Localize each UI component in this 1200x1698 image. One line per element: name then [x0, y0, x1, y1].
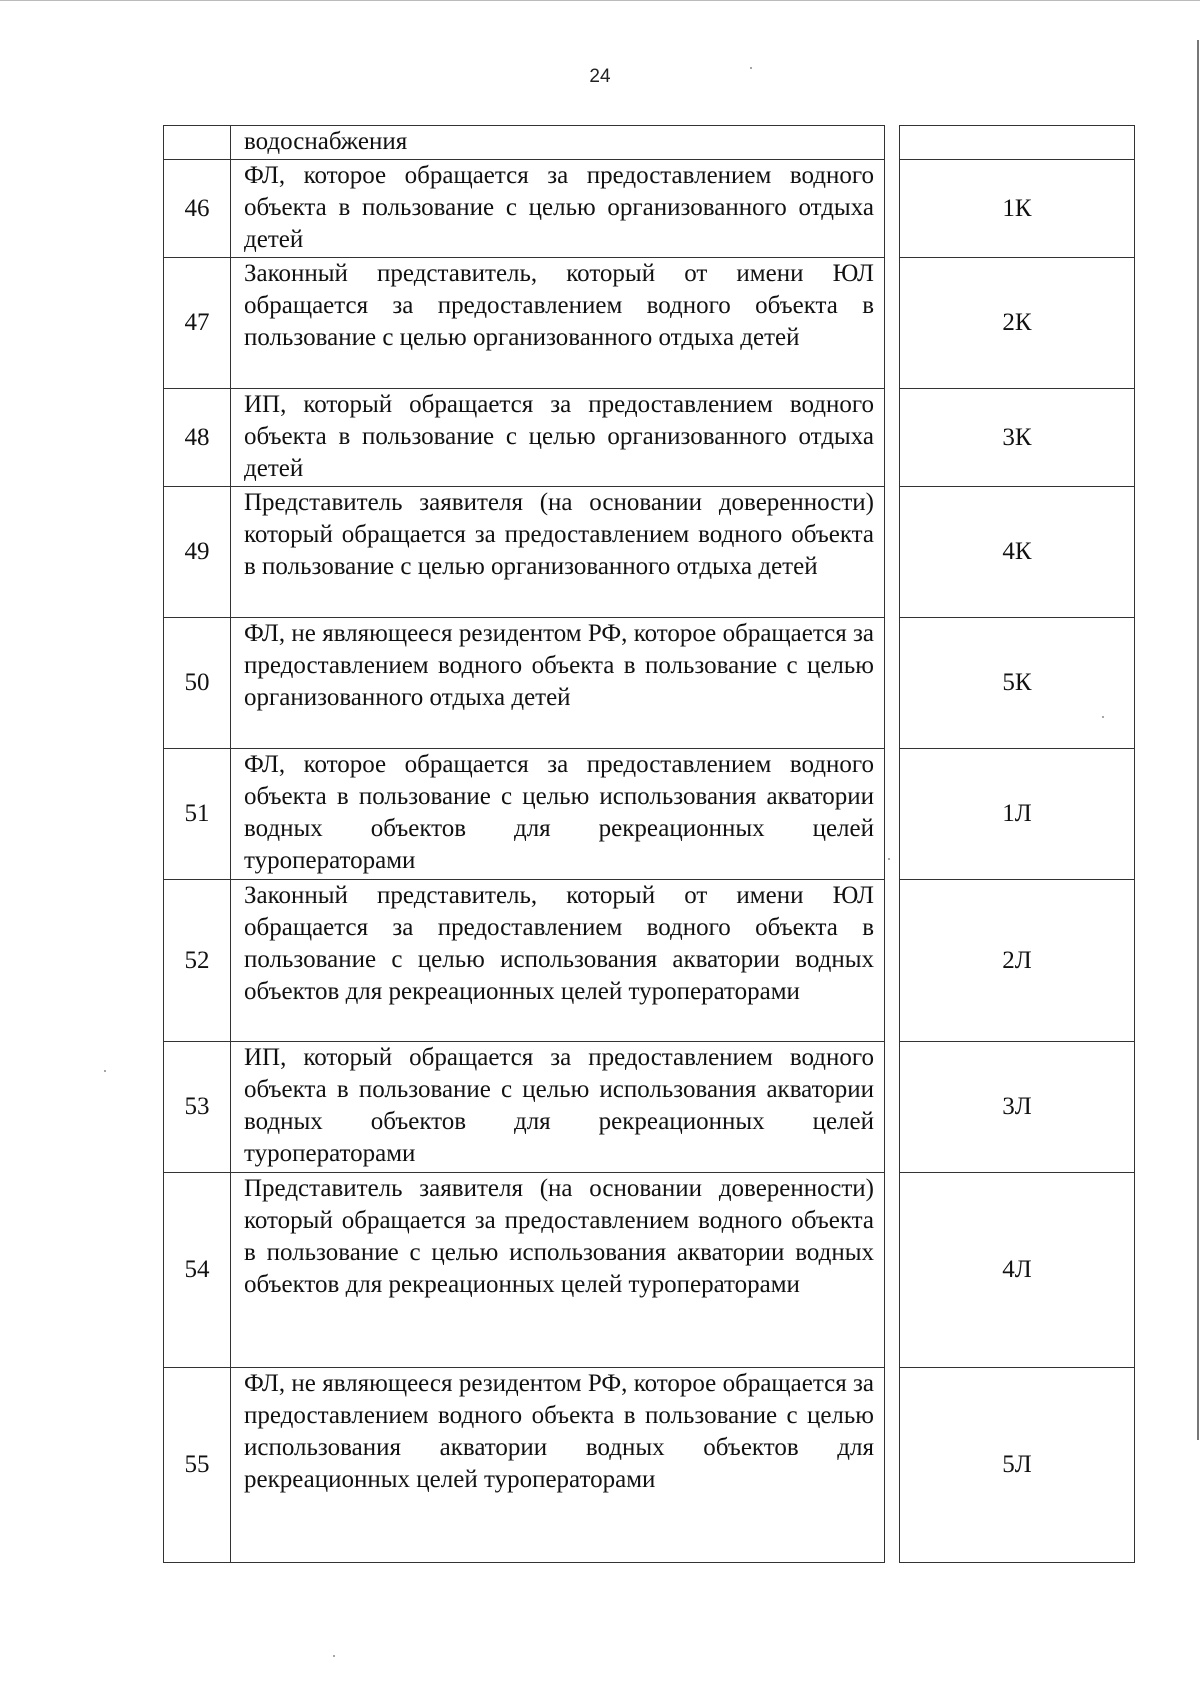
- row-code: 1Л: [900, 749, 1135, 880]
- row-description: [231, 487, 885, 618]
- column-gap: [885, 487, 900, 618]
- row-number: 51: [164, 749, 231, 880]
- table-row: [164, 1173, 1135, 1368]
- row-number: 50: [164, 618, 231, 749]
- row-code: 4Л: [900, 1173, 1135, 1368]
- column-gap: [885, 160, 900, 258]
- table-row: [164, 389, 1135, 487]
- scan-speck: [104, 1070, 106, 1072]
- column-gap: [885, 618, 900, 749]
- row-description-text: Законный представитель, который от имени ЮЛ обращается за предоставлением водного объекта в пользование с целью организованного отдыха детей: [244, 260, 874, 351]
- table-row: [164, 126, 1135, 160]
- row-description: [231, 1173, 885, 1368]
- table-row: [164, 1042, 1135, 1173]
- row-number: 48: [164, 389, 231, 487]
- row-number: 52: [164, 880, 231, 1042]
- column-gap: [885, 126, 900, 160]
- scan-edge-right: [1197, 40, 1199, 1440]
- row-description-text: Представитель заявителя (на основании доверенности) который обращается за предоставлением водного объекта в пользование с целью использования акватории водных объектов для рекреационных целей туроператорами: [244, 1175, 874, 1298]
- row-code: 3Л: [900, 1042, 1135, 1173]
- row-description-text: Законный представитель, который от имени ЮЛ обращается за предоставлением водного объекта в пользование с целью использования акватории водных объектов для рекреационных целей туроператорами: [244, 882, 874, 1005]
- row-description: [231, 618, 885, 749]
- column-gap: [885, 389, 900, 487]
- row-description: [231, 1042, 885, 1173]
- row-number: 54: [164, 1173, 231, 1368]
- row-description: [231, 160, 885, 258]
- row-number: 53: [164, 1042, 231, 1173]
- row-description: [231, 126, 885, 160]
- row-description: [231, 1368, 885, 1563]
- row-code: 3К: [900, 389, 1135, 487]
- table-row: [164, 1368, 1135, 1563]
- column-gap: [885, 1042, 900, 1173]
- scan-edge-top: [0, 0, 1200, 1]
- row-description-text: водоснабжения: [244, 128, 408, 155]
- column-gap: [885, 1368, 900, 1563]
- table-row: [164, 618, 1135, 749]
- row-description-text: ФЛ, которое обращается за предоставлением водного объекта в пользование с целью использования акватории водных объектов для рекреационных целей туроператорами: [244, 751, 874, 874]
- row-description-text: Представитель заявителя (на основании доверенности) который обращается за предоставлением водного объекта в пользование с целью организованного отдыха детей: [244, 489, 874, 580]
- column-gap: [885, 749, 900, 880]
- row-number: 49: [164, 487, 231, 618]
- row-number: 46: [164, 160, 231, 258]
- row-code: 2Л: [900, 880, 1135, 1042]
- row-number: 55: [164, 1368, 231, 1563]
- row-code: 5Л: [900, 1368, 1135, 1563]
- row-description: [231, 258, 885, 389]
- row-code: 5К: [900, 618, 1135, 749]
- page-number: 24: [589, 66, 611, 87]
- row-description: [231, 389, 885, 487]
- row-number: [164, 126, 231, 160]
- row-description-text: ФЛ, не являющееся резидентом РФ, которое обращается за предоставлением водного объекта в пользование с целью организованного отдыха детей: [244, 620, 874, 711]
- row-code: [900, 126, 1135, 160]
- classification-table: [163, 125, 1135, 1563]
- table-row: [164, 258, 1135, 389]
- table-row: [164, 160, 1135, 258]
- row-description: [231, 749, 885, 880]
- row-description-text: ИП, который обращается за предоставлением водного объекта в пользование с целью использования акватории водных объектов для рекреационных целей туроператорами: [244, 1044, 874, 1167]
- row-code: 1К: [900, 160, 1135, 258]
- table-row: [164, 749, 1135, 880]
- row-description-text: ФЛ, которое обращается за предоставлением водного объекта в пользование с целью организованного отдыха детей: [244, 162, 874, 253]
- row-code: 4К: [900, 487, 1135, 618]
- table-row: [164, 880, 1135, 1042]
- row-description-text: ИП, который обращается за предоставлением водного объекта в пользование с целью организованного отдыха детей: [244, 391, 874, 482]
- row-description-text: ФЛ, не являющееся резидентом РФ, которое обращается за предоставлением водного объекта в пользование с целью использования акватории водных объектов для рекреационных целей туроператорами: [244, 1370, 874, 1493]
- table-body: [164, 126, 1135, 1563]
- row-number: 47: [164, 258, 231, 389]
- column-gap: [885, 258, 900, 389]
- column-gap: [885, 880, 900, 1042]
- row-code: 2К: [900, 258, 1135, 389]
- column-gap: [885, 1173, 900, 1368]
- scan-speck: [333, 1655, 335, 1657]
- table-row: [164, 487, 1135, 618]
- row-description: [231, 880, 885, 1042]
